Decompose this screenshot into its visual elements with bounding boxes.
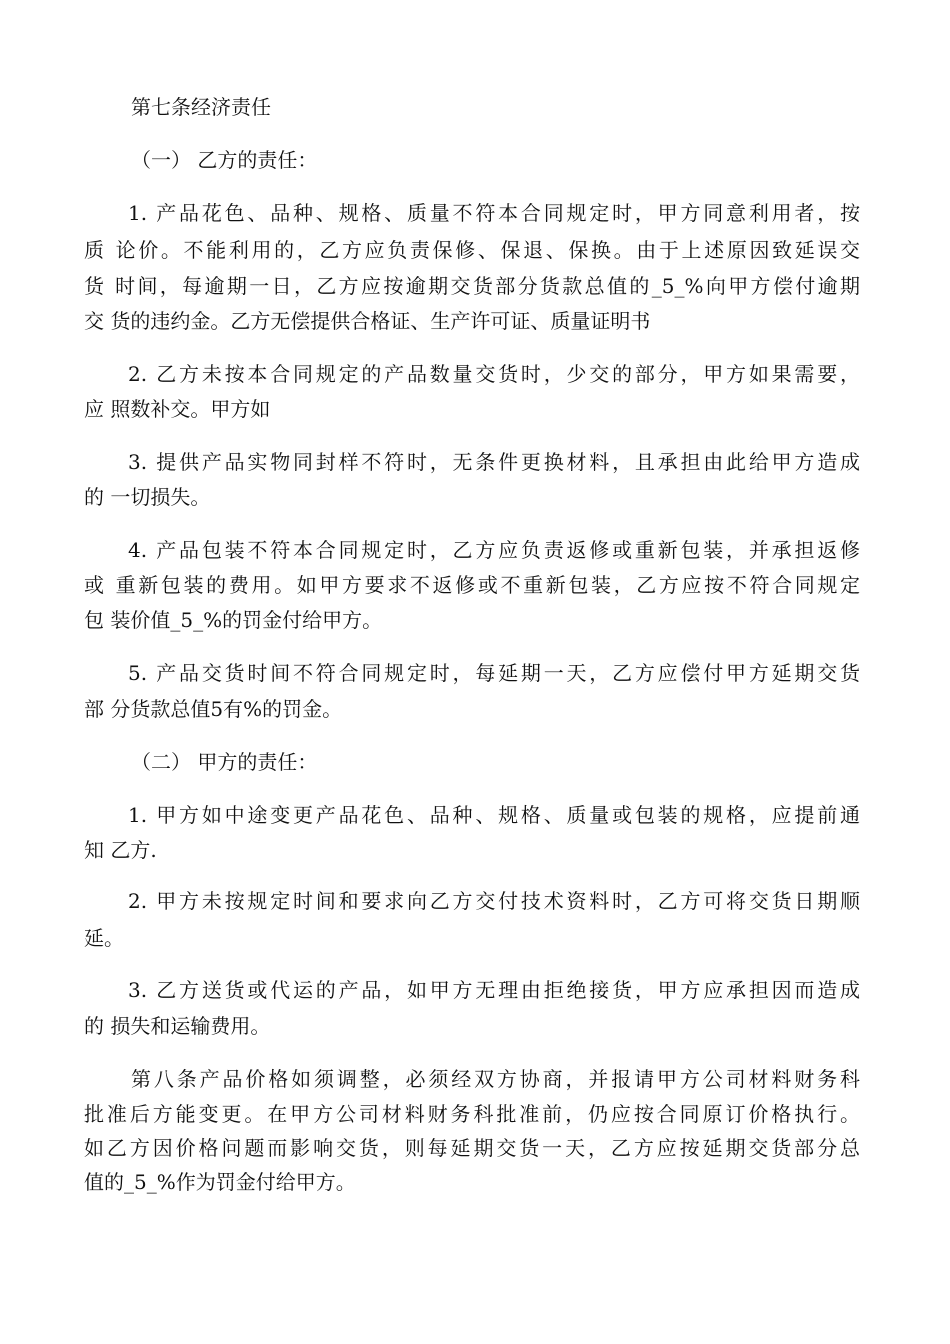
party-b-heading: （一） 乙方的责任： bbox=[131, 148, 318, 172]
party-b-item-5-line-2: 部 分货款总值5有%的罚金。 bbox=[84, 697, 343, 721]
party-b-item-4-line-1: 4. 产品包装不符本合同规定时，乙方应负责返修或重新包装，并承担返修 bbox=[128, 538, 860, 562]
article-7-title: 第七条经济责任 bbox=[131, 95, 271, 119]
party-a-item-2-line-2: 延。 bbox=[84, 926, 124, 950]
party-a-heading: （二） 甲方的责任： bbox=[131, 750, 318, 774]
party-b-item-4-line-3: 包 装价值_5_%的罚金付给甲方。 bbox=[84, 608, 383, 632]
party-b-item-5-line-1: 5. 产品交货时间不符合同规定时，每延期一天，乙方应偿付甲方延期交货 bbox=[128, 661, 860, 685]
article-8-line-3: 如乙方因价格问题而影响交货，则每延期交货一天，乙方应按延期交货部分总 bbox=[84, 1136, 860, 1160]
party-b-item-4-line-2: 或 重新包装的费用。如甲方要求不返修或不重新包装，乙方应按不符合同规定 bbox=[84, 573, 860, 597]
party-a-item-2-line-1: 2. 甲方未按规定时间和要求向乙方交付技术资料时，乙方可将交货日期顺 bbox=[128, 889, 860, 913]
party-b-item-2-line-1: 2. 乙方未按本合同规定的产品数量交货时，少交的部分，甲方如果需要， bbox=[128, 362, 860, 386]
article-8-line-4: 值的_5_%作为罚金付给甲方。 bbox=[84, 1170, 356, 1194]
party-b-item-1-line-1: 1. 产品花色、品种、规格、质量不符本合同规定时，甲方同意利用者，按 bbox=[128, 201, 860, 225]
party-b-item-1-line-4: 交 货的违约金。乙方无偿提供合格证、生产许可证、质量证明书 bbox=[84, 309, 651, 333]
article-8-line-1: 第八条产品价格如须调整，必须经双方协商，并报请甲方公司材料财务科 bbox=[131, 1067, 860, 1091]
party-b-item-3-line-1: 3. 提供产品实物同封样不符时，无条件更换材料，且承担由此给甲方造成 bbox=[128, 450, 860, 474]
party-b-item-2-line-2: 应 照数补交。甲方如 bbox=[84, 397, 271, 421]
party-a-item-1-line-1: 1. 甲方如中途变更产品花色、品种、规格、质量或包装的规格，应提前通 bbox=[128, 803, 860, 827]
party-a-item-3-line-1: 3. 乙方送货或代运的产品，如甲方无理由拒绝接货，甲方应承担因而造成 bbox=[128, 978, 860, 1002]
party-a-item-1-line-2: 知 乙方. bbox=[84, 838, 157, 862]
party-a-item-3-line-2: 的 损失和运输费用。 bbox=[84, 1014, 271, 1038]
party-b-item-1-line-2: 质 论价。不能利用的，乙方应负责保修、保退、保换。由于上述原因致延误交 bbox=[84, 238, 860, 262]
party-b-item-3-line-2: 的 一切损失。 bbox=[84, 485, 211, 509]
party-b-item-1-line-3: 货 时间，每逾期一日，乙方应按逾期交货部分货款总值的_5_%向甲方偿付逾期 bbox=[84, 274, 860, 298]
article-8-line-2: 批准后方能变更。在甲方公司材料财务科批准前，仍应按合同原订价格执行。 bbox=[84, 1102, 860, 1126]
